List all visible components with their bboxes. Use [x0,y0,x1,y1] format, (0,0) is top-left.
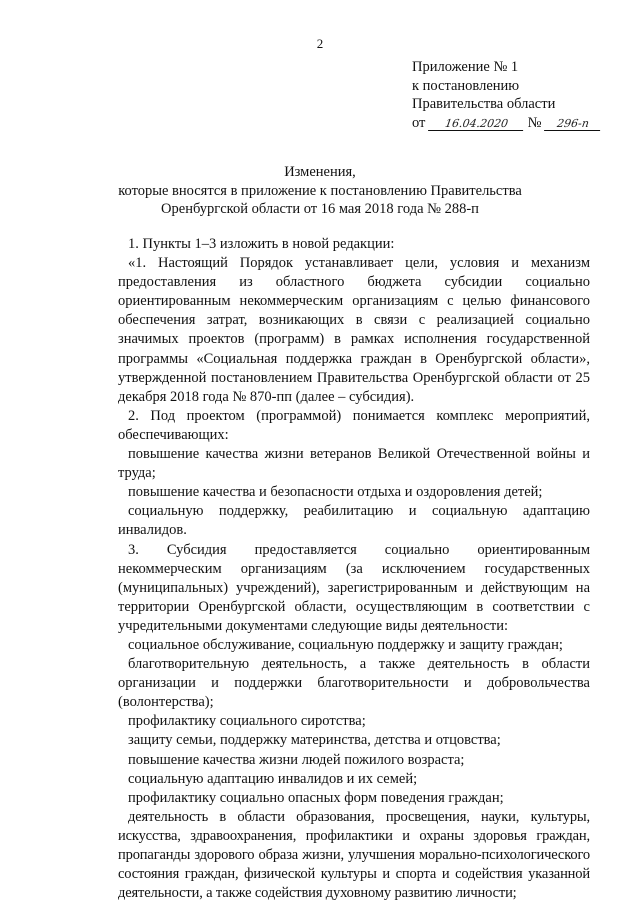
title-line-2: которые вносятся в приложение к постановлению Правительства [118,182,522,199]
list-item-disabled-support: социальную поддержку, реабилитацию и социальную адаптацию инвалидов. [118,503,590,539]
list-item-elderly: повышение качества жизни людей пожилого возраста; [128,751,465,768]
document-title [0,163,640,219]
page-number: 2 [316,36,324,51]
list-item-charity: благотворительную деятельность, а также деятельность в области организации и поддержки благотворительности и добровольчества (волонтерства); [118,656,590,711]
title-line-1: Изменения, [284,164,356,180]
list-item-veterans: повышение качества жизни ветеранов Великой Отечественной войны и труда; [118,446,590,482]
paragraph-clause-3: 3. Субсидия предоставляется социально ориентированным некоммерческим организациям (за исключением государственных (муниципальных) учреждений), зарегистрированным и действующим на территории Оренбургской области, осуществляющим в соответствии с учредительными документами следующие виды деятельности: [118,541,590,634]
handwritten-number: 296-п [544,117,602,131]
list-item-education-culture: деятельность в области образования, просвещения, науки, культуры, искусства, здравоохранения, профилактики и охраны здоровья граждан, пропаганды здорового образа жизни, улучшения морально-психологического состояния граждан, физической культуры и спорта и содействия указанной деятельности, а также содействия духовному развитию личности; [118,808,590,902]
paragraph-clause-2: 2. Под проектом (программой) понимается комплекс мероприятий, обеспечивающих: [118,407,590,443]
appendix-date-number-line [412,114,622,133]
paragraph-item-1-intro: 1. Пункты 1–3 изложить в новой редакции: [128,236,395,252]
list-item-family: защиту семьи, поддержку материнства, детства и отцовства; [128,732,501,749]
document-body [118,235,590,903]
appendix-block [412,58,622,132]
list-item-orphanhood: профилактику социального сиротства; [128,713,366,730]
appendix-line-resolution: к постановлению [412,77,520,94]
paragraph-clause-1: «1. Настоящий Порядок устанавливает цели, условия и механизм предоставления из областного бюджета субсидии социально ориентированным некоммерческим организациям с целью финансового обеспечения затрат, возникающих в связи с реализацией социально значимых проектов (программ) в рамках исполнения государственной программы «Социальная поддержка граждан в Оренбургской области», утвержденной постановлением Правительства Оренбургской области от 25 декабря 2018 года № 870-пп (далее – субсидия). [118,255,590,405]
title-line-3: Оренбургской области от 16 мая 2018 года № 288-п [161,201,479,217]
list-item-disabled-adaptation: социальную адаптацию инвалидов и их семей; [128,770,418,787]
list-item-social-service: социальное обслуживание, социальную поддержку и защиту граждан; [128,636,563,653]
appendix-line-government: Правительства области [412,96,556,112]
date-prefix: от [412,114,426,131]
number-prefix: № [527,114,542,131]
handwritten-date: 16.04.2020 [428,117,525,131]
list-item-prevention: профилактику социально опасных форм поведения граждан; [128,789,504,806]
appendix-title: Приложение № 1 [412,59,519,75]
list-item-children-rest: повышение качества и безопасности отдыха и оздоровления детей; [128,484,543,501]
